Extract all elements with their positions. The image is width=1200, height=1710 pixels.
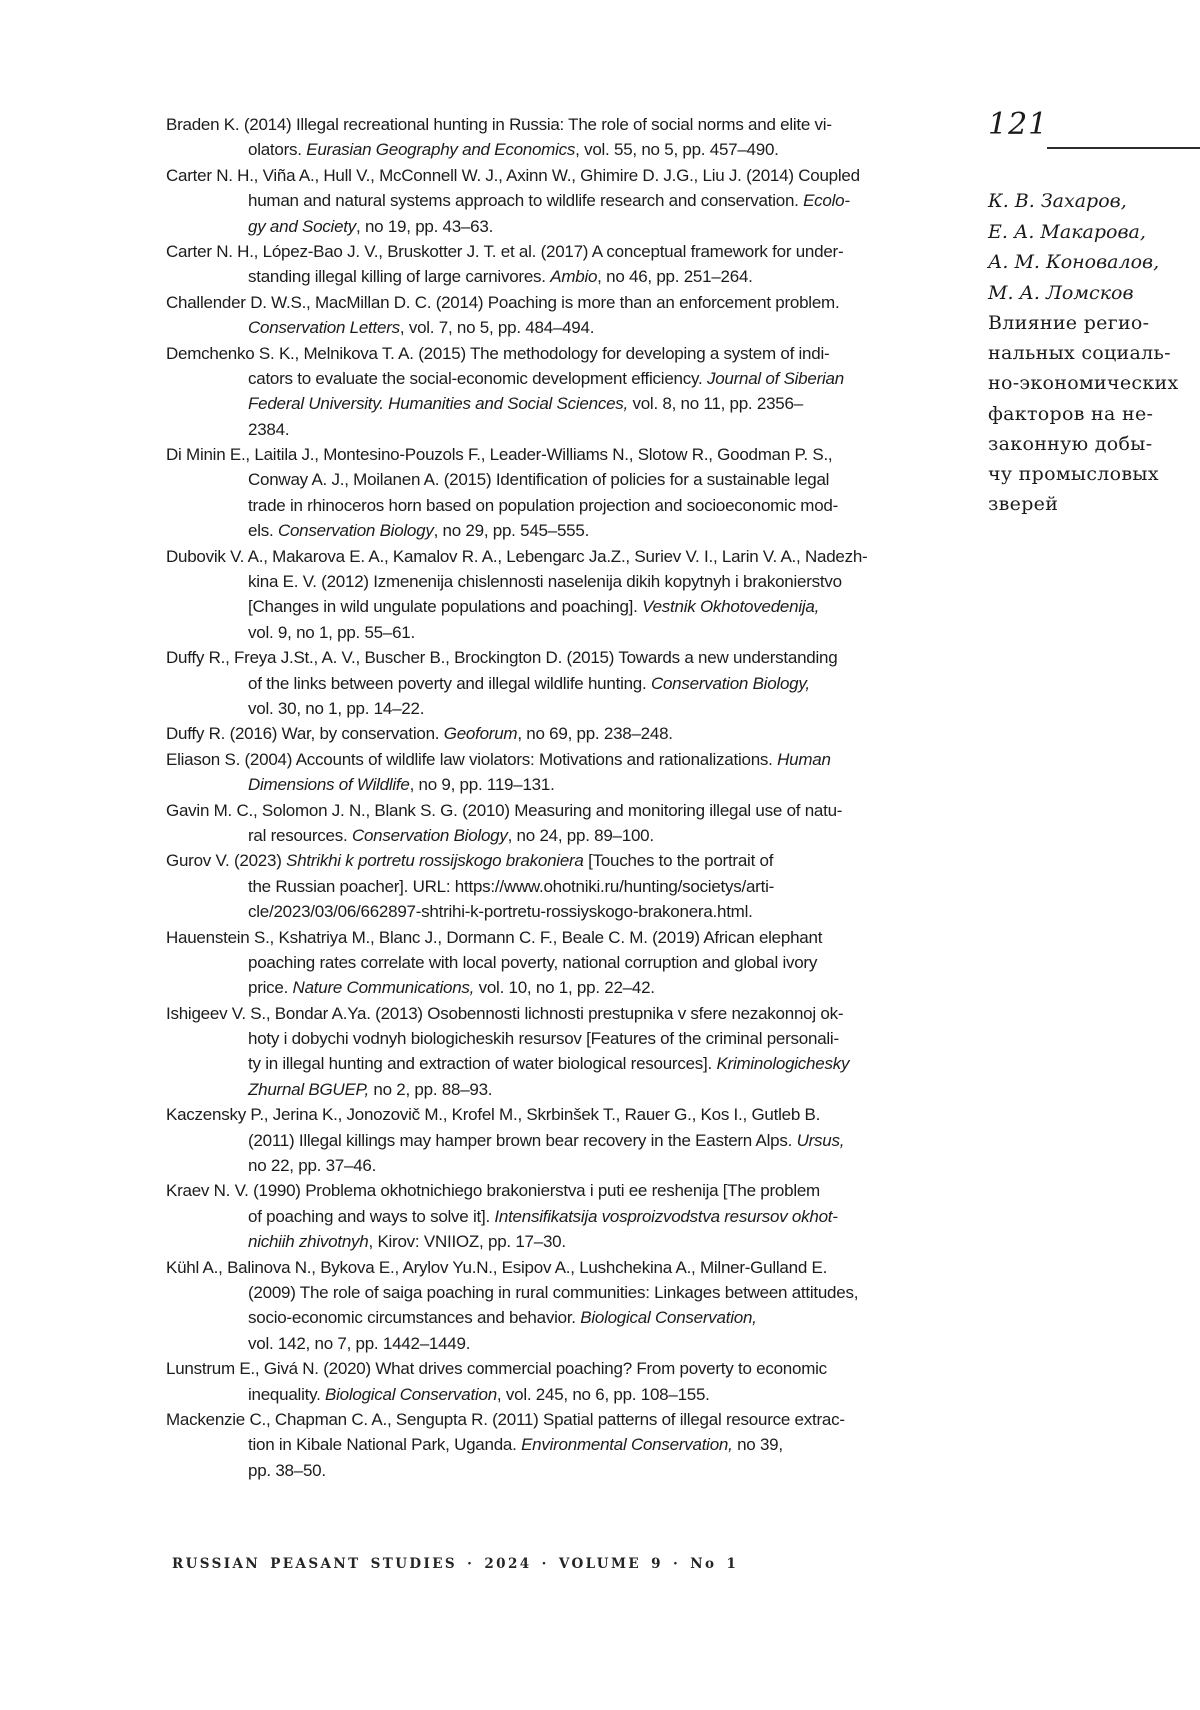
reference-journal-title: Journal of Siberian (706, 368, 844, 388)
reference-journal-title: Geoforum (443, 724, 518, 744)
reference-line (166, 1178, 956, 1203)
reference-text: standing illegal killing of large carnivores. (248, 267, 551, 287)
reference-journal-title: Human (777, 749, 831, 769)
reference-text: , no 29, pp. 545–555. (433, 521, 590, 541)
reference-line (166, 544, 956, 569)
title-line: Влияние регио- (988, 312, 1150, 334)
reference-line (166, 721, 956, 746)
reference-journal-title: Federal University. Humanities and Social Sciences, (248, 394, 628, 414)
reference-text: (2011) Illegal killings may hamper brown bear recovery in the Eastern Alps. (248, 1130, 797, 1150)
reference-text: , no 19, pp. 43–63. (356, 216, 494, 236)
reference-journal-title: Ursus, (796, 1130, 845, 1150)
reference-line (166, 1153, 956, 1178)
reference-line (166, 112, 956, 137)
reference-line (166, 1077, 956, 1102)
reference-line (166, 214, 956, 239)
references-list (166, 112, 956, 1483)
reference-entry (166, 442, 956, 544)
reference-entry (166, 290, 956, 341)
reference-text: Kaczensky P., Jerina K., Jonozovič M., Krofel M., Skrbinšek T., Rauer G., Kos I., Gutleb B. (166, 1105, 821, 1125)
reference-text: els. (248, 521, 278, 541)
reference-text: [Changes in wild ungulate populations and poaching]. (248, 597, 643, 617)
page-number: 121 (988, 107, 1049, 142)
header-rule (1047, 147, 1200, 149)
reference-journal-title: Dimensions of Wildlife (248, 775, 410, 795)
title-line: но-экономических (988, 372, 1179, 395)
journal-footer: RUSSIAN PEASANT STUDIES · 2024 · VOLUME 9 · No 1 (172, 1556, 739, 1572)
reference-line (166, 569, 956, 594)
reference-text: Lunstrum E., Givá N. (2020) What drives commercial poaching? From poverty to economic (166, 1359, 827, 1379)
reference-text: Dubovik V. A., Makarova E. A., Kamalov R. A., Lebengarc Ja.Z., Suriev V. I., Larin V. A., Nadezh- (166, 546, 868, 566)
reference-text: Gavin M. C., Solomon J. N., Blank S. G. (2010) Measuring and monitoring illegal use of natu- (166, 800, 843, 820)
reference-entry (166, 1001, 956, 1103)
reference-entry (166, 163, 956, 239)
reference-journal-title: Conservation Biology (351, 825, 508, 845)
reference-line (166, 950, 956, 975)
reference-text: Carter N. H., López-Bao J. V., Bruskotter J. T. et al. (2017) A conceptual framework for under- (166, 241, 844, 261)
reference-text: Hauenstein S., Kshatriya M., Blanc J., Dormann C. F., Beale C. M. (2019) African elephant (166, 927, 823, 947)
reference-entry (166, 747, 956, 798)
reference-journal-title: Shtrikhi k portretu rossijskogo brakoniera (286, 851, 584, 871)
reference-text: , Kirov: VNIIOZ, pp. 17–30. (368, 1232, 566, 1252)
reference-journal-title: Conservation Biology, (650, 673, 810, 693)
reference-text: tion in Kibale National Park, Uganda. (248, 1435, 522, 1455)
reference-text: Demchenko S. K., Melnikova T. A. (2015) The methodology for developing a system of indi- (166, 343, 830, 363)
reference-entry (166, 798, 956, 849)
reference-line (166, 1229, 956, 1254)
reference-text: socio-economic circumstances and behavior. (248, 1308, 581, 1328)
reference-text: Ishigeev V. S., Bondar A.Ya. (2013) Osobennosti lichnosti prestupnika v sfere nezakonnoj ok- (166, 1003, 844, 1023)
reference-text: price. (248, 978, 293, 998)
reference-line (166, 848, 956, 873)
reference-text: hoty i dobychi vodnyh biologicheskih resursov [Features of the criminal personali- (248, 1029, 839, 1049)
reference-entry (166, 1102, 956, 1178)
reference-text: Challender D. W.S., MacMillan D. C. (2014) Poaching is more than an enforcement problem. (166, 292, 840, 312)
reference-line (166, 264, 956, 289)
sidebar-article-title (988, 308, 1200, 519)
reference-text: inequality. (248, 1384, 326, 1404)
reference-line (166, 391, 956, 416)
reference-journal-title: gy and Society (248, 216, 357, 236)
reference-text: , vol. 7, no 5, pp. 484–494. (399, 318, 595, 338)
reference-text: vol. 10, no 1, pp. 22–42. (474, 978, 655, 998)
reference-line (166, 1051, 956, 1076)
reference-text: [Touches to the portrait of (583, 851, 774, 871)
reference-entry (166, 112, 956, 163)
reference-line (166, 747, 956, 772)
title-line: факторов на не- (988, 402, 1154, 425)
reference-entry (166, 239, 956, 290)
reference-line (166, 1280, 956, 1305)
reference-text: vol. 8, no 11, pp. 2356– (628, 394, 803, 414)
reference-text: the Russian poacher]. URL: https://www.ohotniki.ru/hunting/societys/arti- (248, 876, 775, 896)
reference-line (166, 975, 956, 1000)
reference-journal-title: Nature Communications, (292, 978, 475, 998)
reference-text: human and natural systems approach to wildlife research and conservation. (248, 191, 804, 211)
reference-text: , no 46, pp. 251–264. (597, 267, 753, 287)
sidebar-authors (988, 186, 1200, 308)
reference-text: Carter N. H., Viña A., Hull V., McConnell W. J., Axinn W., Ghimire D. J.G., Liu J. (2014) Coupled (166, 165, 860, 185)
reference-text: poaching rates correlate with local poverty, national corruption and global ivory (248, 952, 818, 972)
reference-text: (2009) The role of saiga poaching in rural communities: Linkages between attitudes, (248, 1282, 859, 1302)
reference-line (166, 874, 956, 899)
reference-text: no 2, pp. 88–93. (368, 1079, 493, 1099)
reference-text: Conway A. J., Moilanen A. (2015) Identification of policies for a sustainable legal (248, 470, 830, 490)
reference-journal-title: Ambio (550, 267, 598, 287)
reference-journal-title: Conservation Biology (277, 521, 434, 541)
reference-entry (166, 544, 956, 646)
reference-text: trade in rhinoceros horn based on population projection and socioeconomic mod- (248, 495, 839, 515)
reference-text: , no 24, pp. 89–100. (507, 825, 654, 845)
reference-line (166, 823, 956, 848)
reference-line (166, 467, 956, 492)
reference-text: , vol. 55, no 5, pp. 457–490. (575, 140, 779, 160)
reference-line (166, 1001, 956, 1026)
reference-line (166, 925, 956, 950)
reference-text: Kraev N. V. (1990) Problema okhotnichiego brakonierstva i puti ee reshenija [The problem (166, 1181, 820, 1201)
title-line: зверей (988, 493, 1059, 516)
reference-text: vol. 9, no 1, pp. 55–61. (248, 622, 415, 642)
reference-entry (166, 848, 956, 924)
reference-journal-title: Eurasian Geography and Economics (306, 140, 576, 160)
reference-text: pp. 38–50. (248, 1460, 326, 1480)
reference-text: of the links between poverty and illegal wildlife hunting. (248, 673, 651, 693)
reference-text: Eliason S. (2004) Accounts of wildlife law violators: Motivations and rationalizations. (166, 749, 778, 769)
title-line: чу промысловых (988, 463, 1159, 486)
reference-text: vol. 30, no 1, pp. 14–22. (248, 698, 425, 718)
reference-text: Braden K. (2014) Illegal recreational hunting in Russia: The role of social norms and elite vi- (166, 115, 832, 134)
reference-line (166, 1458, 956, 1483)
reference-line (166, 137, 956, 162)
reference-text: no 22, pp. 37–46. (248, 1156, 377, 1176)
reference-line (166, 290, 956, 315)
reference-line (166, 1026, 956, 1051)
reference-line (166, 1356, 956, 1381)
reference-line (166, 645, 956, 670)
reference-entry (166, 925, 956, 1001)
reference-line (166, 239, 956, 264)
reference-text: , no 9, pp. 119–131. (409, 775, 555, 795)
reference-journal-title: Zhurnal BGUEP, (248, 1079, 369, 1099)
reference-line (166, 1128, 956, 1153)
reference-text: , no 69, pp. 238–248. (517, 724, 673, 744)
reference-journal-title: Intensifikatsija vosproizvodstva resursov okhot- (494, 1206, 838, 1226)
reference-text: Duffy R. (2016) War, by conservation. (166, 724, 444, 744)
reference-line (166, 1382, 956, 1407)
reference-text: Gurov V. (2023) (166, 851, 287, 871)
reference-text: Kühl A., Balinova N., Bykova E., Arylov Yu.N., Esipov A., Lushchekina A., Milner-Gulland E. (166, 1257, 828, 1277)
reference-line (166, 163, 956, 188)
reference-journal-title: Biological Conservation, (580, 1308, 757, 1328)
reference-text: ral resources. (248, 825, 352, 845)
reference-journal-title: Biological Conservation (325, 1384, 497, 1404)
reference-text: of poaching and ways to solve it]. (248, 1206, 495, 1226)
reference-text: cle/2023/03/06/662897-shtrihi-k-portretu-rossiyskogo-brakonera.html. (248, 902, 753, 922)
reference-line (166, 1432, 956, 1457)
reference-line (166, 1102, 956, 1127)
reference-line (166, 671, 956, 696)
reference-line (166, 315, 956, 340)
reference-line (166, 1407, 956, 1432)
reference-line (166, 1204, 956, 1229)
reference-line (166, 1255, 956, 1280)
reference-text: kina E. V. (2012) Izmenenija chislennosti naselenija dikih kopytnyh i brakonierstvo (248, 572, 842, 592)
reference-line (166, 417, 956, 442)
author-line: Е. А. Макарова, (988, 220, 1146, 243)
author-line: А. М. Коновалов, (988, 251, 1160, 273)
reference-line (166, 188, 956, 213)
reference-line (166, 696, 956, 721)
reference-journal-title: Environmental Conservation, (521, 1435, 733, 1455)
author-line: М. А. Ломсков (988, 281, 1134, 304)
reference-entry (166, 721, 956, 746)
reference-text: Di Minin E., Laitila J., Montesino-Pouzols F., Leader-Williams N., Slotow R., Goodman P. S., (166, 445, 833, 465)
reference-line (166, 899, 956, 924)
reference-entry (166, 1178, 956, 1254)
reference-entry (166, 341, 956, 443)
reference-line (166, 1331, 956, 1356)
reference-line (166, 1305, 956, 1330)
reference-line (166, 366, 956, 391)
reference-text: ty in illegal hunting and extraction of water biological resources]. (248, 1054, 717, 1074)
reference-journal-title: nichiih zhivotnyh (248, 1232, 369, 1252)
title-line: нальных социаль- (988, 342, 1171, 365)
reference-text: Mackenzie C., Chapman C. A., Sengupta R. (2011) Spatial patterns of illegal resource extrac- (166, 1409, 845, 1429)
reference-text: cators to evaluate the social-economic development efficiency. (248, 368, 707, 388)
reference-line (166, 620, 956, 645)
reference-line (166, 518, 956, 543)
reference-text: vol. 142, no 7, pp. 1442–1449. (248, 1333, 471, 1353)
reference-text: olators. (248, 140, 307, 160)
reference-journal-title: Vestnik Okhotovedenija, (642, 597, 820, 617)
reference-line (166, 341, 956, 366)
reference-journal-title: Conservation Letters (248, 318, 400, 338)
reference-text: no 39, (732, 1435, 783, 1455)
reference-line (166, 772, 956, 797)
reference-entry (166, 1356, 956, 1407)
reference-text: Duffy R., Freya J.St., A. V., Buscher B., Brockington D. (2015) Towards a new understanding (166, 648, 838, 668)
reference-journal-title: Kriminologichesky (716, 1054, 850, 1074)
reference-entry (166, 1255, 956, 1357)
reference-text: 2384. (248, 419, 290, 439)
reference-entry (166, 645, 956, 721)
reference-line (166, 493, 956, 518)
reference-line (166, 798, 956, 823)
reference-line (166, 594, 956, 619)
reference-line (166, 442, 956, 467)
reference-entry (166, 1407, 956, 1483)
author-line: К. В. Захаров, (988, 190, 1127, 212)
title-line: законную добы- (988, 432, 1153, 455)
reference-text: , vol. 245, no 6, pp. 108–155. (496, 1384, 710, 1404)
reference-journal-title: Ecolo- (803, 191, 850, 211)
